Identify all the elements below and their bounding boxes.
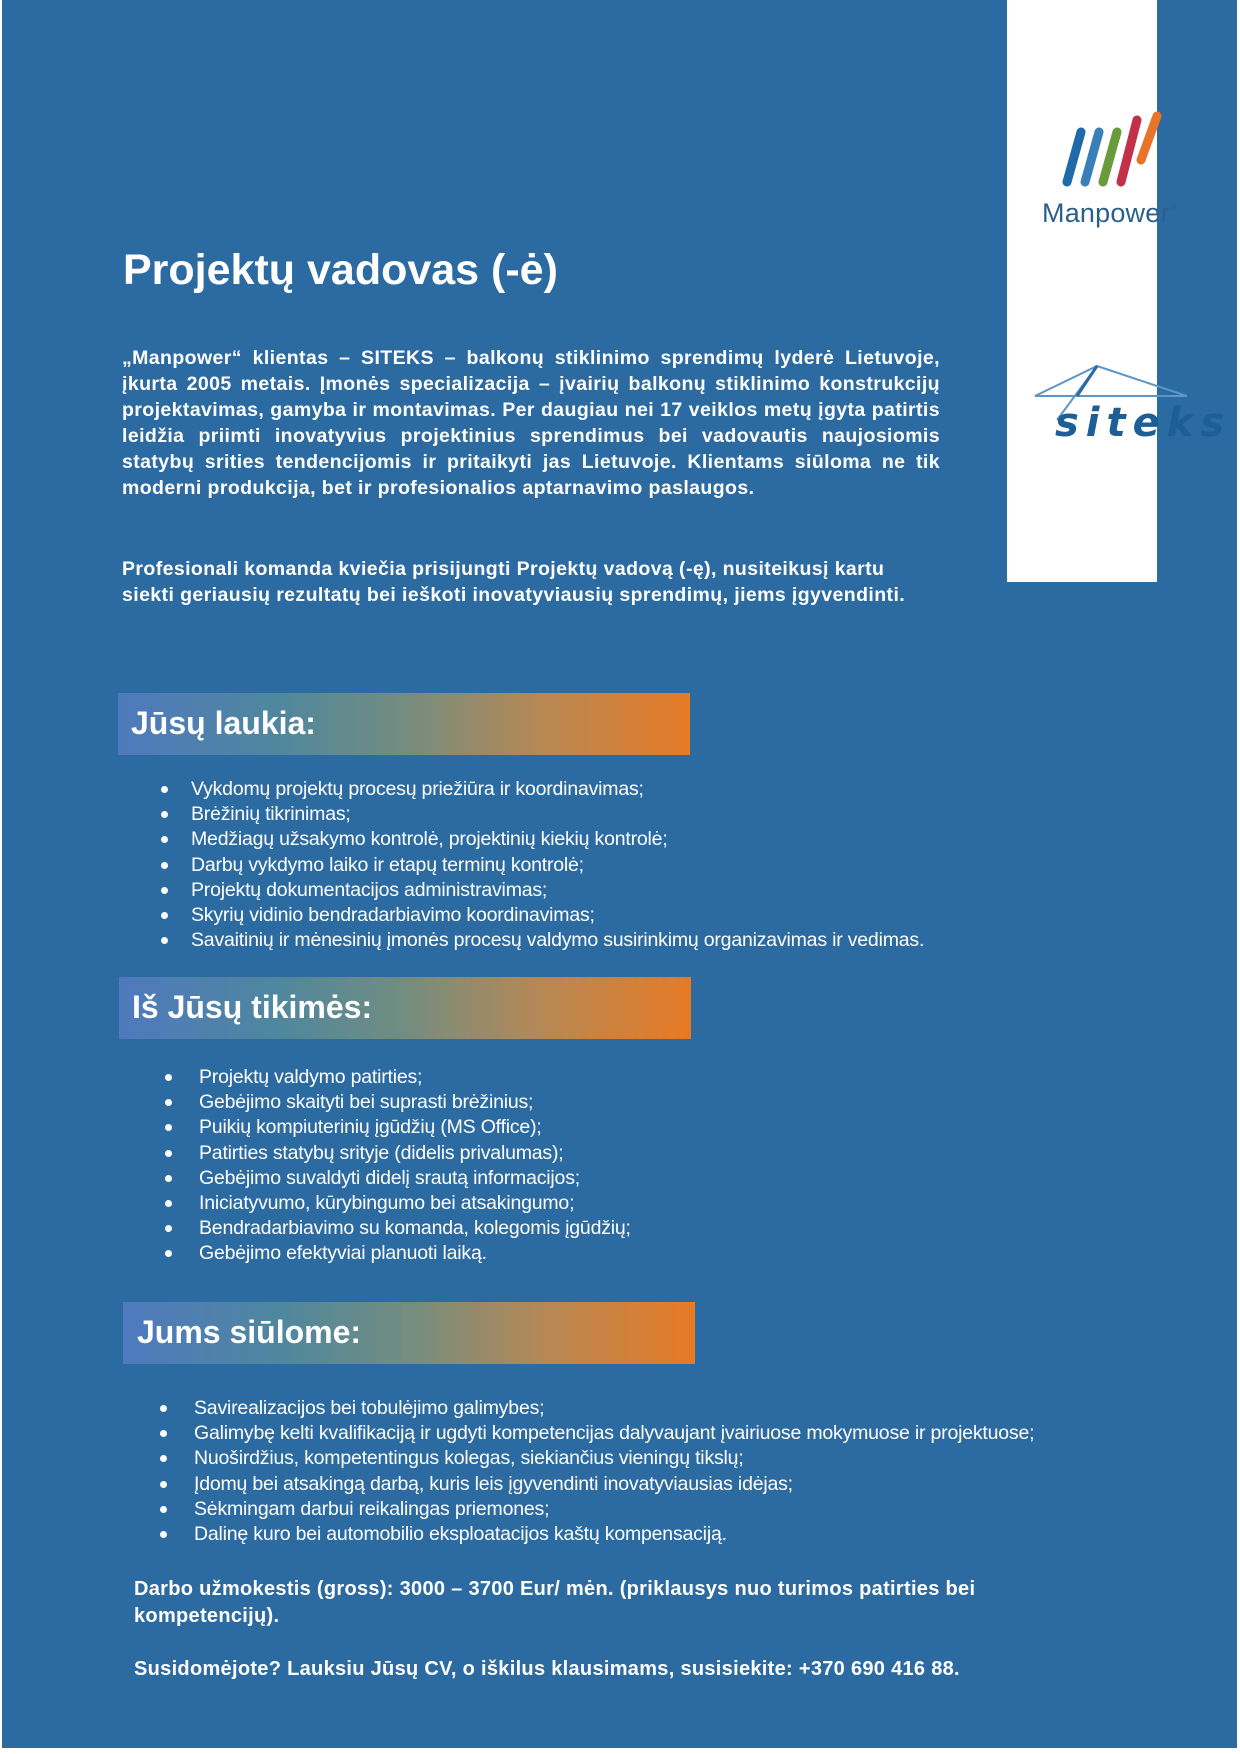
list-item: Skyrių vidinio bendradarbiavimo koordinavimas; [191, 903, 924, 928]
list-item: Nuoširdžius, kompetentingus kolegas, siekiančius vieningų tikslų; [194, 1446, 1034, 1471]
intro-paragraph-2: Profesionali komanda kviečia prisijungti Projektų vadovą (-ę), nusiteikusį kartu siekti geriausių rezultatų bei ieškoti inovatyviausių sprendimų, jiems įgyvendinti. [122, 558, 906, 606]
list-item: Gebėjimo suvaldyti didelį srautą informacijos; [199, 1166, 631, 1191]
manpower-logo-text: Manpower® [1042, 198, 1177, 228]
section-heading: Iš Jūsų tikimės: [132, 989, 373, 1025]
list-item: Savirealizacijos bei tobulėjimo galimybes; [194, 1396, 1034, 1421]
manpower-logo-icon [1057, 110, 1187, 190]
list-item: Patirties statybų srityje (didelis privalumas); [199, 1141, 631, 1166]
section-banner-requirements [119, 977, 691, 1039]
offer-list [194, 1396, 1034, 1547]
siteks-logo-text: siteks [1055, 400, 1232, 446]
intro-paragraph-1: „Manpower“ klientas – SITEKS – balkonų stiklinimo sprendimų lyderė Lietuvoje, įkurta 2005 metais. Įmonės specializacija – įvairių balkonų stiklinimo konstrukcijų projektavimas, gamyba ir montavimas. Per daugiau nei 17 veiklos metų įgyta patirtis leidžia priimti inovatyvius projektinius sprendimus bei vadovautis naujosiomis statybų srities tendencijomis ir pritaikyti jas Lietuvoje. Klientams siūloma ne tik moderni produkcija, bet ir profesionalios aptarnavimo paslaugos. [122, 347, 940, 499]
list-item: Gebėjimo efektyviai planuoti laiką. [199, 1241, 631, 1266]
list-item: Savaitinių ir mėnesinių įmonės procesų valdymo susirinkimų organizavimas ir vedimas. [191, 928, 924, 953]
list-item: Galimybę kelti kvalifikaciją ir ugdyti kompetencijas dalyvaujant įvairiuose mokymuose ir projektuose; [194, 1421, 1034, 1446]
job-title: Projektų vadovas (-ė) [123, 246, 558, 294]
list-item: Puikių kompiuterinių įgūdžių (MS Office); [199, 1115, 631, 1140]
list-item: Darbų vykdymo laiko ir etapų terminų kontrolė; [191, 853, 924, 878]
section-banner-offer [123, 1302, 695, 1364]
requirements-list [199, 1065, 631, 1267]
list-item: Medžiagų užsakymo kontrolė, projektinių kiekių kontrolė; [191, 827, 924, 852]
list-item: Įdomų bei atsakingą darbą, kuris leis įgyvendinti inovatyviausias idėjas; [194, 1472, 1034, 1497]
list-item: Vykdomų projektų procesų priežiūra ir koordinavimas; [191, 777, 924, 802]
section-heading: Jums siūlome: [137, 1314, 362, 1350]
section-heading: Jūsų laukia: [131, 705, 316, 741]
list-item: Gebėjimo skaityti bei suprasti brėžinius; [199, 1090, 631, 1115]
job-ad-panel [2, 0, 1237, 1748]
responsibilities-list [191, 777, 924, 953]
salary-text: Darbo užmokestis (gross): 3000 – 3700 Eur/ mėn. (priklausys nuo turimos patirties bei kompetencijų). [134, 1578, 976, 1627]
list-item: Bendradarbiavimo su komanda, kolegomis įgūdžių; [199, 1216, 631, 1241]
list-item: Iniciatyvumo, kūrybingumo bei atsakingumo; [199, 1191, 631, 1216]
list-item: Projektų dokumentacijos administravimas; [191, 878, 924, 903]
list-item: Sėkmingam darbui reikalingas priemones; [194, 1497, 1034, 1522]
list-item: Dalinę kuro bei automobilio eksploatacijos kaštų kompensaciją. [194, 1522, 1034, 1547]
section-banner-responsibilities [118, 693, 690, 755]
list-item: Brėžinių tikrinimas; [191, 802, 924, 827]
logo-strip [1007, 0, 1232, 582]
contact-text: Susidomėjote? Lauksiu Jūsų CV, o iškilus klausimams, susisiekite: +370 690 416 88. [134, 1658, 960, 1680]
list-item: Projektų valdymo patirties; [199, 1065, 631, 1090]
